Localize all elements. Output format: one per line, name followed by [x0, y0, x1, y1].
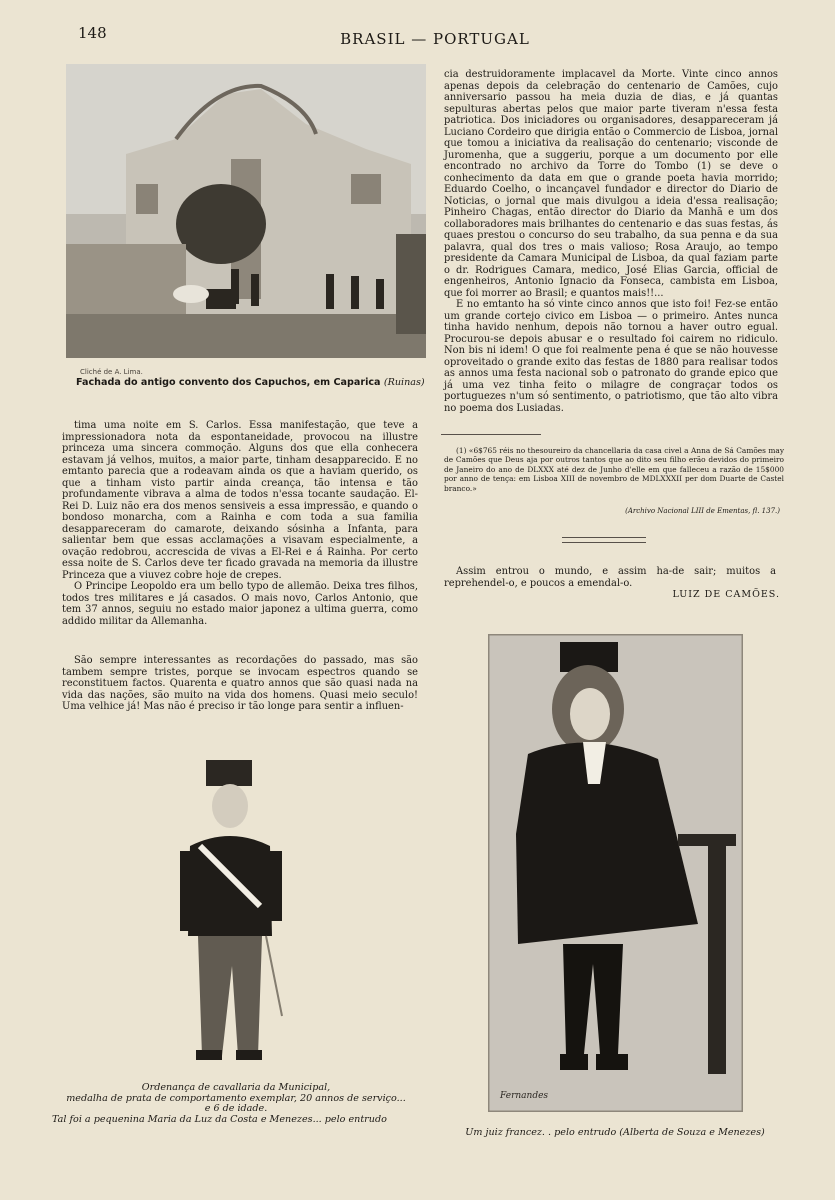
convent-caption-main: Fachada do antigo convento dos Capuchos, em Caparica [76, 377, 381, 388]
caption-line: e 6 de idade. [204, 1103, 268, 1114]
paragraph: cia destruidoramente implacavel da Morte. Vinte cinco annos apenas depois da celebração do centenario de Camões, cujo anniversario passou ha meia duzia de dias, e já quantas sepulturas abertas pelos que maior parte tiveram n'essa festa patriotica. Dos iniciadores ou organisadores, desappareceram já Luciano Cordeiro que dirigia então o Commercio de Lisboa, jornal que tomou a iniciativa da realisação do centenario; visconde de Juromenha, que a suggeriu, porque a um documento por elle encontrado no archivo da Torre do Tombo (1) se deve o conhecimento da data em que o grande poeta havia morrido; Eduardo Coelho, o incançavel fundador e director do Diario de Noticias, o jornal que mais divulgou a ideia d'essa realisação; Pinheiro Chagas, então director do Diario da Manhã e um dos collaboradores mais brilhantes do centenario e das suas festas, ás quaes prestou o concurso do seu trabalho, da sua penna e da sua palavra, qual dos tres o mais valioso; Rosa Araujo, ao tempo presidente da Camara Municipal de Lisboa, da qual faziam parte o dr. Rodrigues Camara, medico, José Elias Garcia, official de engenheiros, Antonio Ignacio da Fonseca, cambista em Lisboa, que foi morrer ao Brasil; e quantos mais!!... [444, 69, 778, 299]
convent-caption [76, 377, 426, 388]
caption-line: medalha de prata de comportamento exemplar, 20 annos de serviço... [66, 1092, 406, 1104]
left-column-block-2 [62, 655, 418, 713]
footnote-text: (1) «6$765 réis no thesoureiro da chancellaria da casa civel a Anna de Sá Camões may de Camões que Deus aja por outros tantos que ao dito seu filho erão devidos do primeiro de Janeiro do ano de DLXXX até dez de Junho d'elle em que falleceu a razão de 15$000 por anno de tença: em Lisboa XIII de novembro de MDLXXXII per dom Duarte de Castel branco.» [444, 446, 784, 493]
photographer-signature: Fernandes [500, 1091, 549, 1101]
caption-line: Tal foi a pequenina Maria da Luz da Costa e Menezes... pelo entrudo [52, 1113, 387, 1125]
child-french-judge-photo [488, 634, 743, 1112]
french-judge-caption: Um juiz francez. . pelo entrudo (Alberta de Souza e Menezes) [465, 1127, 765, 1138]
photo-credit: Cliché de A. Lima. [80, 368, 143, 376]
running-title: BRASIL — PORTUGAL [340, 30, 530, 48]
convent-facade-photo [66, 64, 426, 358]
page-number: 148 [78, 24, 107, 42]
quote-author: LUIZ DE CAMÕES. [672, 589, 780, 600]
footnote-rule [441, 434, 541, 435]
child-cavalry-uniform-photo [160, 756, 310, 1072]
camoes-quote: Assim entrou o mundo, e assim ha-de sair; muitos a reprehendel-o, e poucos a emendal-o. [444, 566, 776, 589]
paragraph: tima uma noite em S. Carlos. Essa manifestação, que teve a impressionadora nota da espontaneidade, provocou na illustre princeza uma sincera commoção. Alguns dos que ella conhecera estavam já velhos, muitos, a maior parte, tinham desapparecido. E no emtanto parecia que a rodeavam ainda os que a haviam querido, os que a tinham visto partir ainda creança, tão intensa e tão profundamente vibrava a alma de todos n'essa tocante saudação. El-Rei D. Luiz não era dos menos sensiveis a essa impressão, e quando o bondoso monarcha, com a Rainha e com toda a sua familia desappareceram do camarote, deixando sósinha a Infanta, para salientar bem que essas acclamações a visavam especialmente, a ovação redobrou, accrescida de vivas a El-Rei e á Rainha. Por certo essa noite de S. Carlos deve ter ficado gravada na memoria da illustre Princeza que a viuvez cobre hoje de crepes. [62, 420, 418, 581]
paragraph: São sempre interessantes as recordações do passado, mas são tambem sempre tristes, porque se invocam espectros quando se reconstituem factos. Quarenta e quatro annos que são quasi nada na vida das nações, são muito na vida dos homens. Quasi meio seculo! Uma velhice já! Mas não é preciso ir tão longe para sentir a influen- [62, 655, 418, 712]
footnote-source: (Archivo Nacional LIII de Ementas, fl. 137.) [625, 507, 780, 515]
right-column [444, 69, 778, 414]
left-column-block-1 [62, 420, 418, 627]
caption-line: Ordenança de cavallaria da Municipal, [141, 1082, 331, 1093]
convent-caption-italic: (Ruinas) [383, 377, 425, 388]
section-divider [562, 542, 646, 543]
paragraph: E no emtanto ha só vinte cinco annos que isto foi! Fez-se então um grande cortejo civico em Lisboa — o primeiro. Antes nunca tinha havido nenhum, depois não tornou a haver outro egual. Procurou-se depois abusar e o resultado foi cairem no ridiculo. Non bis ni idem! O que foi realmente pena é que se não houvesse oproveitado o grande exito das festas de 1880 para realisar todos as annos uma festa nacional sob o patronato do grande epico que já uma vez tinha feito o milagre de congraçar todos os portuguezes n'um só sentimento, o patriotismo, que tão alto vibra no poema dos Lusiadas. [444, 299, 778, 414]
section-divider [562, 537, 646, 538]
footnote [444, 446, 784, 493]
paragraph: O Principe Leopoldo era um bello typo de allemão. Deixa tres filhos, todos tres militares e já casados. O mais novo, Carlos Antonio, que tem 37 annos, seguiu no estado maior japonez a ultima guerra, como addido militar da Allemanha. [62, 581, 418, 627]
child-uniform-caption [36, 1083, 436, 1125]
